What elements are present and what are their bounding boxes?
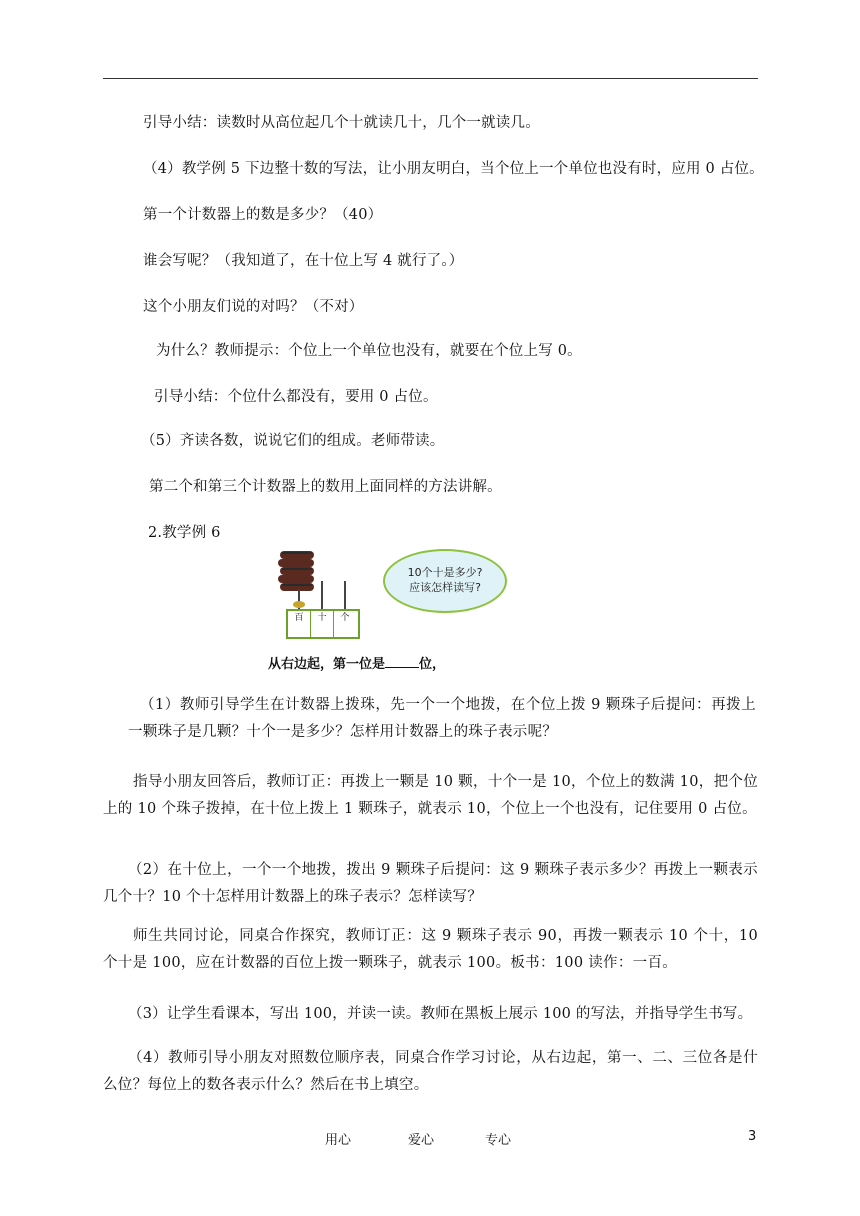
figure-caption — [268, 653, 445, 672]
paragraph-correction-2: 师生共同讨论，同桌合作探究，教师订正：这 9 颗珠子表示 90，再拨一颗表示 10 个十，10 个十是 100，应在计数器的百位上拨一颗珠子，就表示 100。板书：100 读作：一百。 — [103, 928, 758, 971]
paragraph-step-4: （4）教学例 5 下边整十数的写法，让小朋友明白，当个位上一个单位也没有时，应用 0 占位。 — [143, 161, 764, 177]
header-rule — [103, 78, 758, 79]
paragraph-answer-1: 谁会写呢？（我知道了，在十位上写 4 就行了。） — [143, 253, 464, 269]
paragraph-part-1: （1）教师引导学生在计数器上拨珠，先一个一个地拨，在个位上拨 9 颗珠子后提问：再拨上一颗珠子是几颗？十个一是多少？怎样用计数器上的珠子表示呢？ — [128, 697, 756, 740]
footer-left: 用心 — [325, 1133, 352, 1148]
paragraph-question-1: 第一个计数器上的数是多少？（40） — [143, 207, 383, 223]
abacus-rod-tens — [321, 581, 323, 609]
paragraph-part-3: （3）让学生看课本，写出 100，并读一读。教师在黑板上展示 100 的写法，并指导学生书写。 — [128, 1006, 753, 1022]
caption-blank — [385, 655, 419, 668]
paragraph-question-2: 这个小朋友们说的对吗？（不对） — [143, 299, 364, 315]
abacus-label-ones: 个 — [340, 613, 350, 623]
bead-bundles-icon — [276, 549, 336, 609]
footer-right: 专心 — [485, 1133, 512, 1148]
abacus-counter — [286, 609, 360, 639]
abacus-label-tens: 十 — [311, 611, 334, 637]
paragraph-method: 第二个和第三个计数器上的数用上面同样的方法讲解。 — [149, 479, 502, 495]
example-6-figure — [268, 543, 528, 678]
paragraph-part-2: （2）在十位上，一个一个地拨，拨出 9 颗珠子后提问：这 9 颗珠子表示多少？再拨上一颗表示几个十？10 个十怎样用计数器上的珠子表示？怎样读写？ — [103, 862, 758, 905]
abacus-bead — [293, 601, 305, 608]
page-number: 3 — [748, 1129, 757, 1144]
bubble-line-2: 应该怎样读写? — [409, 581, 481, 594]
abacus-label-hundreds: 百 — [288, 611, 311, 637]
bubble-line-1: 10个十是多少? — [407, 566, 483, 579]
paragraph-part-4: （4）教师引导小朋友对照数位顺序表，同桌合作学习讨论，从右边起，第一、二、三位各是什么位？每位上的数各表示什么？然后在书上填空。 — [103, 1050, 758, 1093]
paragraph-hint: 为什么？教师提示：个位上一个单位也没有，就要在个位上写 0。 — [156, 343, 582, 359]
footer-middle: 爱心 — [408, 1133, 435, 1148]
speech-bubble — [383, 549, 507, 613]
section-heading-example-6: 2.教学例 6 — [148, 525, 221, 541]
caption-after: 位， — [419, 657, 446, 672]
paragraph-step-5: （5）齐读各数，说说它们的组成。老师带读。 — [141, 433, 445, 449]
caption-before: 从右边起，第一位是 — [268, 657, 386, 672]
paragraph-correction-1: 指导小朋友回答后，教师订正：再拨上一颗是 10 颗，十个一是 10，个位上的数满 10，把个位上的 10 个珠子拨掉，在十位上拨上 1 颗珠子，就表示 10，个位上一个也没有，记住要用 0 占位。 — [103, 774, 758, 817]
paragraph-summary-1: 引导小结：读数时从高位起几个十就读几十，几个一就读几。 — [143, 115, 540, 131]
paragraph-summary-2: 引导小结：个位什么都没有，要用 0 占位。 — [154, 389, 438, 405]
abacus-rod-ones — [344, 581, 346, 609]
